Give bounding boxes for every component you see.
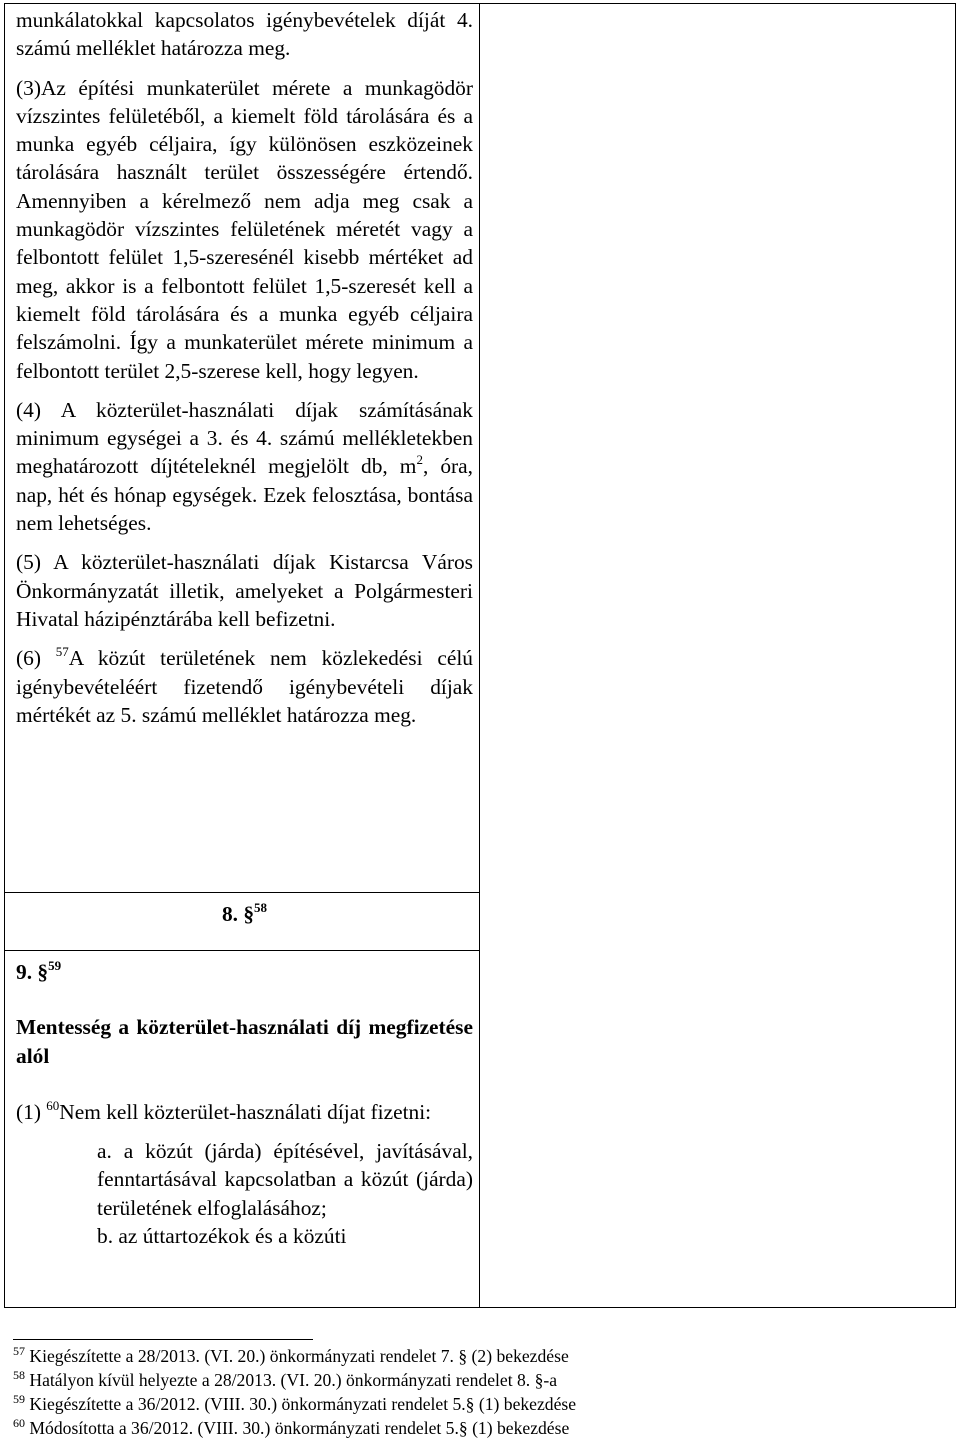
paragraph-3: (3)Az építési munkaterület mérete a munkagödör vízszintes felületéből, a kiemelt föld tárolására és a munka egyéb céljaira, így különösen eszközeinek tárolására használt terület összességére értendő. Amennyiben a kérelmező nem adja meg csak a munkagödör vízszintes felületének méretét vagy a felbontott felület 1,5-szeresénél kisebb mértéket ad meg, akkor is a felbontott felület 1,5-szeresét kell a kiemelt föld tárolására és a munka egyéb céljaira felszámolni. Így a munkaterület mérete minimum a felbontott terület 2,5-szerese kell, hogy legyen. [16, 75, 473, 383]
paragraph-1 [16, 1098, 473, 1126]
paragraph-5: (5) A közterület-használati díjak Kistarcsa Város Önkormányzatát illetik, amelyeket a Polgármesteri Hivatal házipénztárába kell befizetni. [16, 550, 473, 631]
section-8-label: 8. § [221, 902, 255, 926]
footnote [13, 1416, 913, 1440]
footnote-text: Kiegészítette a 28/2013. (VI. 20.) önkormányzati rendelet 7. § (2) bekezdése [29, 1346, 569, 1366]
section-8-title [16, 900, 473, 928]
left-column-text [16, 6, 473, 729]
footnote-ref-60: 60 [46, 1097, 60, 1113]
section-9-label: 9. § [16, 960, 49, 984]
footnote [13, 1344, 913, 1368]
section-heading: Mentesség a közterület-használati díj megfizetése alól [16, 1015, 473, 1068]
paragraph-4-text-a: (4) A közterület-használati díjak számításának minimum egységei a 3. és 4. számú mellékletekben meghatározott díjtételeknél megjelölt db, m [16, 397, 473, 479]
footnotes [13, 1339, 913, 1440]
footnote-number: 57 [13, 1344, 25, 1358]
footnote-number: 59 [13, 1392, 25, 1406]
footnote-text: Hatályon kívül helyezte a 28/2013. (VI. 20.) önkormányzati rendelet 8. §-a [29, 1370, 558, 1390]
document-table [4, 3, 956, 1308]
paragraph-6 [16, 644, 473, 729]
paragraph-6-text-b: A közút területének nem közlekedési célú igénybevételéért fizetendő igénybevételi díjak mértékét az 5. számú melléklet határozza meg. [16, 646, 473, 727]
footnote-number: 58 [13, 1368, 25, 1382]
paragraph-4-text-b: , óra, nap, hét és hónap egységek. Ezek felosztása, bontása nem lehetséges. [16, 454, 473, 536]
footnote-ref-57: 57 [55, 644, 69, 660]
footnote-text: Kiegészítette a 36/2012. (VIII. 30.) önkormányzati rendelet 5.§ (1) bekezdése [29, 1394, 577, 1414]
list-item: b. az úttartozékok és a közúti [97, 1224, 347, 1249]
section-9-block [16, 958, 473, 1250]
exemption-list [16, 1137, 473, 1250]
footnote-number: 60 [13, 1416, 25, 1430]
footnote-separator [13, 1339, 313, 1340]
column-divider [479, 4, 480, 1307]
paragraph-continuation: munkálatokkal kapcsolatos igénybevételek díját 4. számú melléklet határozza meg. [16, 8, 473, 61]
paragraph-4 [16, 396, 473, 537]
footnote-text: Módosította a 36/2012. (VIII. 30.) önkormányzati rendelet 5.§ (1) bekezdése [29, 1418, 570, 1438]
row-divider [5, 950, 479, 951]
superscript-2: 2 [416, 452, 423, 468]
section-9-title [16, 958, 473, 986]
footnote-ref-58: 58 [254, 900, 268, 915]
footnote-ref-59: 59 [48, 958, 62, 973]
footnote [13, 1392, 913, 1416]
list-item: a. a közút (járda) építésével, javításával, fenntartásával kapcsolatban a közút (járda) területének elfoglalásához; [97, 1139, 473, 1220]
row-divider [5, 892, 479, 893]
paragraph-6-text-a: (6) [16, 646, 56, 671]
footnote [13, 1368, 913, 1392]
paragraph-1-text-a: (1) [16, 1099, 47, 1124]
paragraph-1-text-b: Nem kell közterület-használati díjat fizetni: [59, 1099, 432, 1124]
